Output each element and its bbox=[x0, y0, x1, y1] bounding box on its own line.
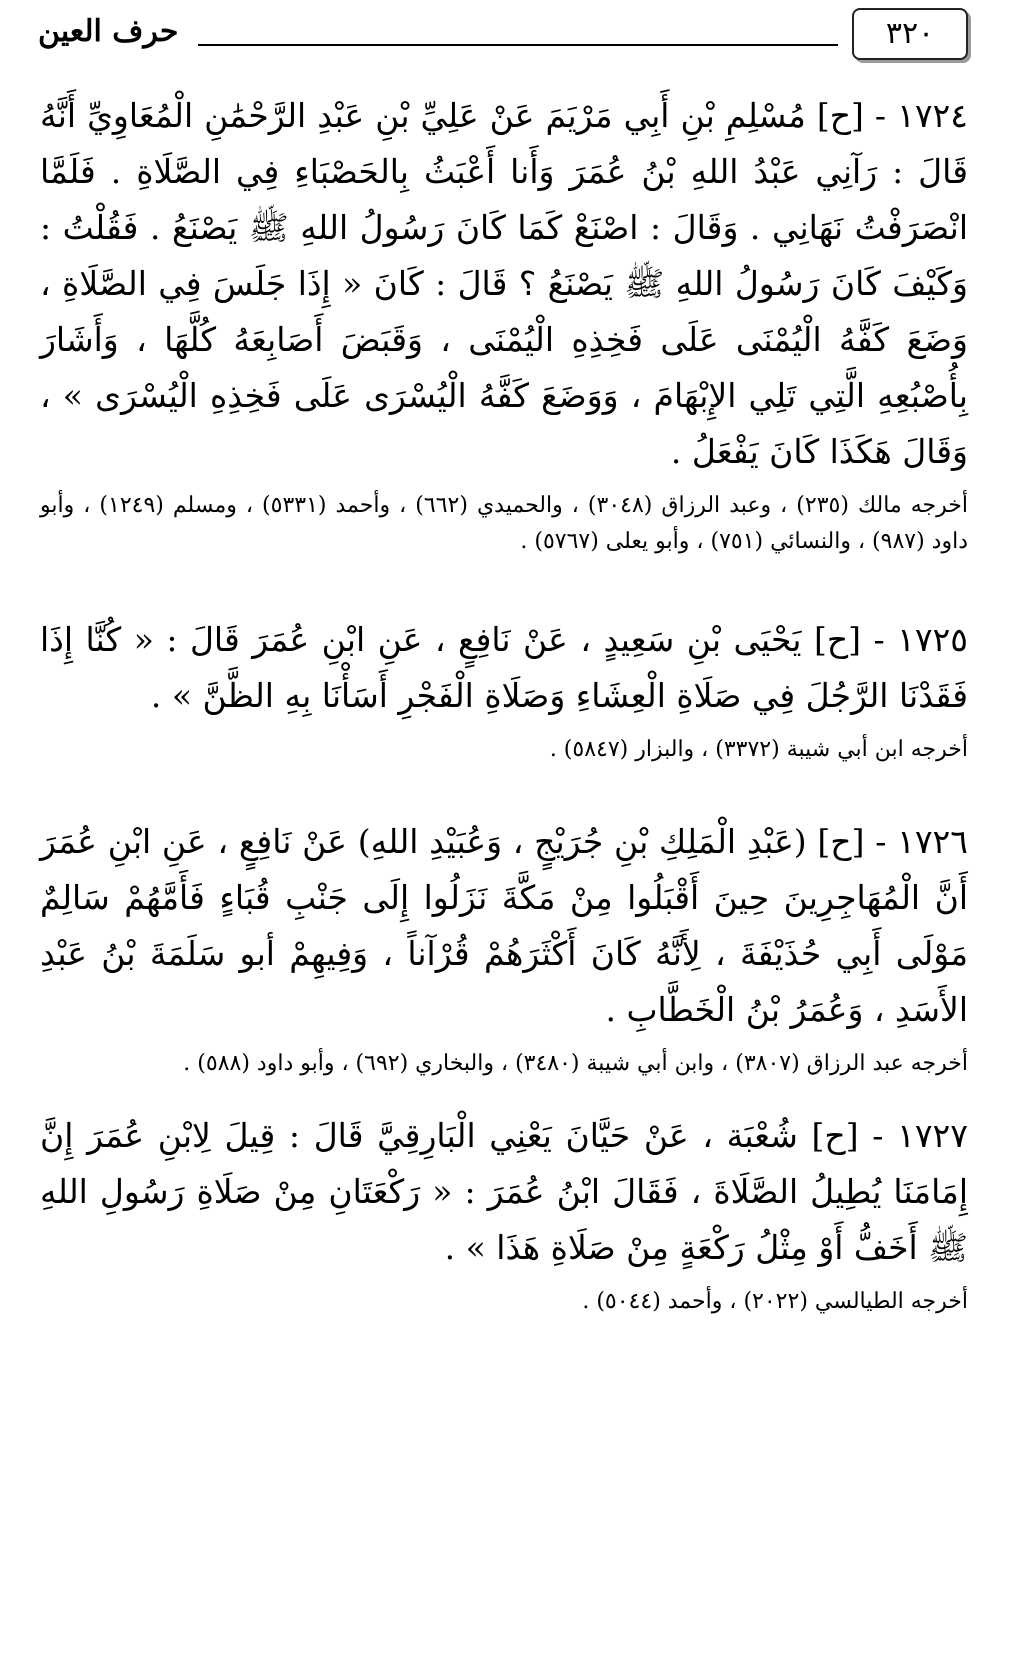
hadith-text: ١٧٢٥ - [ح] يَحْيَى بْنِ سَعِيدٍ ، عَنْ نَافِعٍ ، عَنِ ابْنِ عُمَرَ قَالَ : « كُنَّا إِذَا فَقَدْنَا الرَّجُلَ فِي صَلَاةِ الْعِشَاءِ وَصَلَاةِ الْفَجْرِ أَسَأْنَا بِهِ الظَّنَّ » . bbox=[40, 620, 969, 715]
entry-spacer bbox=[40, 768, 968, 814]
hadith-entry bbox=[40, 612, 968, 768]
takhrij-note: أخرجه عبد الرزاق (٣٨٠٧) ، وابن أبي شيبة (٣٤٨٠) ، والبخاري (٦٩٢) ، وأبو داود (٥٨٨) . bbox=[183, 1051, 968, 1076]
page-content bbox=[40, 88, 968, 1320]
takhrij-note: أخرجه ابن أبي شيبة (٣٣٧٢) ، والبزار (٥٨٤٧) . bbox=[549, 737, 968, 762]
hadith-text: ١٧٢٦ - [ح] (عَبْدِ الْمَلِكِ بْنِ جُرَيْجٍ ، وَعُبَيْدِ اللهِ) عَنْ نَافِعٍ ، عَنِ ابْنِ عُمَرَ أَنَّ الْمُهَاجِرِينَ حِينَ أَقْبَلُوا مِنْ مَكَّةَ نَزَلُوا إِلَى جَنْبِ قُبَاءٍ فَأَمَّهُمْ سَالِمٌ مَوْلَى أَبِي حُذَيْفَةَ ، لِأَنَّهُ كَانَ أَكْثَرَهُمْ قُرْآناً ، وَفِيهِمْ أبو سَلَمَةَ بْنُ عَبْدِ الأَسَدِ ، وَعُمَرُ بْنُ الْخَطَّابِ . bbox=[40, 822, 969, 1029]
header-rule bbox=[198, 44, 838, 46]
takhrij-note: أخرجه الطيالسي (٢٠٢٢) ، وأحمد (٥٠٤٤) . bbox=[582, 1289, 968, 1314]
entry-spacer bbox=[40, 1082, 968, 1108]
hadith-entry bbox=[40, 1108, 968, 1320]
chapter-title: حرف العين bbox=[38, 14, 179, 49]
hadith-text: ١٧٢٧ - [ح] شُعْبَة ، عَنْ حَيَّانَ يَعْنِي الْبَارِقِيَّ قَالَ : قِيلَ لِابْنِ عُمَرَ إِنَّ إِمَامَنَا يُطِيلُ الصَّلَاةَ ، فَقَالَ ابْنُ عُمَرَ : « رَكْعَتَانِ مِنْ صَلَاةِ رَسُولِ اللهِ ﷺ أَخَفُّ أَوْ مِثْلُ رَكْعَةٍ مِنْ صَلَاةِ هَذَا » . bbox=[40, 1116, 968, 1267]
hadith-entry bbox=[40, 88, 968, 560]
page-header bbox=[38, 8, 968, 60]
hadith-entry bbox=[40, 814, 968, 1082]
takhrij-note: أخرجه مالك (٢٣٥) ، وعبد الرزاق (٣٠٤٨) ، والحميدي (٦٦٢) ، وأحمد (٥٣٣١) ، ومسلم (١٢٤٩) ، وأبو داود (٩٨٧) ، والنسائي (٧٥١) ، وأبو يعلى (٥٧٦٧) . bbox=[40, 493, 969, 554]
entry-spacer bbox=[40, 560, 968, 612]
hadith-text: ١٧٢٤ - [ح] مُسْلِمِ بْنِ أَبِي مَرْيَمَ عَنْ عَلِيِّ بْنِ عَبْدِ الرَّحْمَٰنِ الْمُعَاوِيِّ أَنَّهُ قَالَ : رَآنِي عَبْدُ اللهِ بْنُ عُمَرَ وَأَنا أَعْبَثُ بِالحَصْبَاءِ فِي الصَّلَاةِ . فَلَمَّا انْصَرَفْتُ نَهَانِي . وَقَالَ : اصْنَعْ كَمَا كَانَ رَسُولُ اللهِ ﷺ يَصْنَعُ . فَقُلْتُ : وَكَيْفَ كَانَ رَسُولُ اللهِ ﷺ يَصْنَعُ ؟ قَالَ : كَانَ « إِذَا جَلَسَ فِي الصَّلَاةِ ، وَضَعَ كَفَّهُ الْيُمْنَى عَلَى فَخِذِهِ الْيُمْنَى ، وَقَبَضَ أَصَابِعَهُ كُلَّهَا ، وَأَشَارَ بِأُصْبُعِهِ الَّتِي تَلِي الإِبْهَامَ ، وَوَضَعَ كَفَّهُ الْيُسْرَى عَلَى فَخِذِهِ الْيُسْرَى » ، وَقَالَ هَكَذَا كَانَ يَفْعَلُ . bbox=[40, 96, 968, 471]
page-number: ٣٢٠ bbox=[852, 8, 968, 60]
